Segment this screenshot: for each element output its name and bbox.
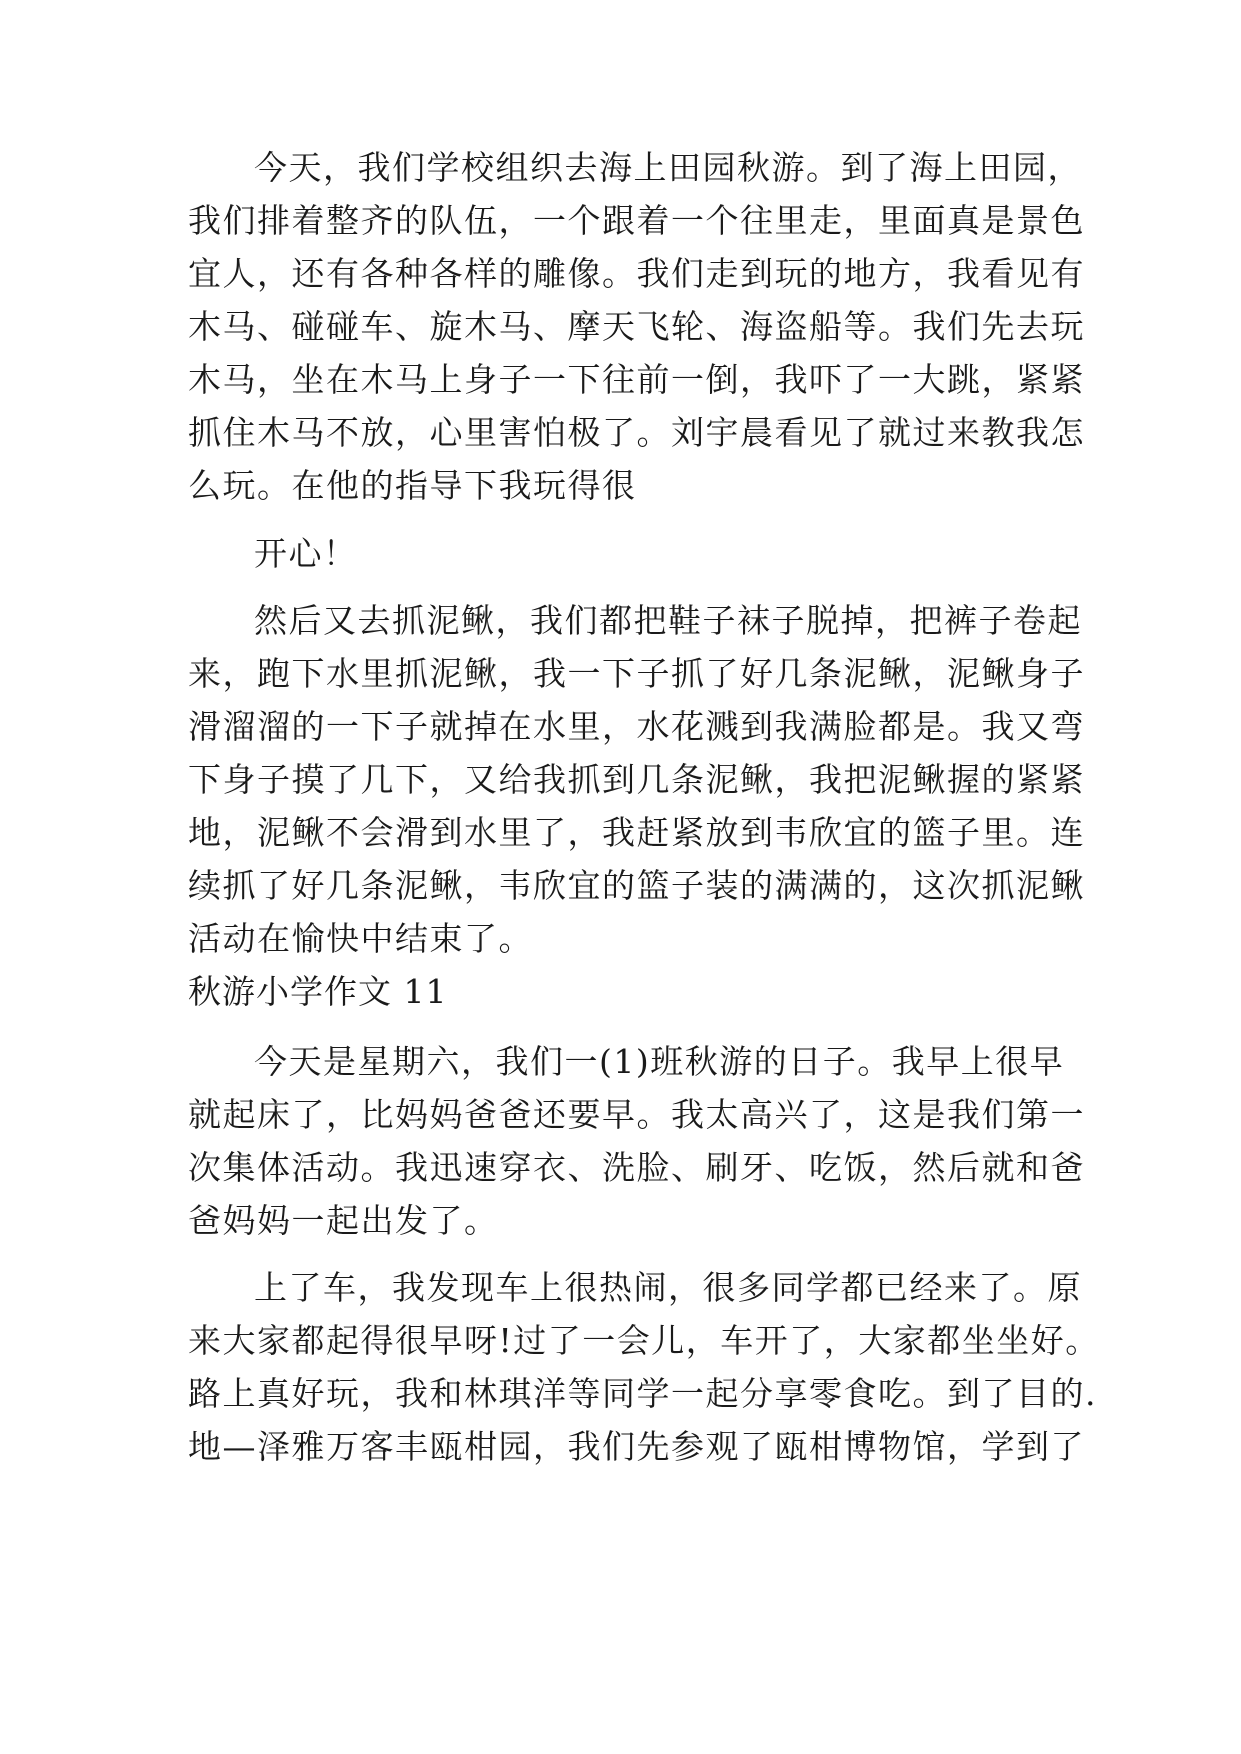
paragraph-line: 木马，坐在木马上身子一下往前一倒，我吓了一大跳，紧紧: [188, 360, 1085, 399]
paragraph-line: 滑溜溜的一下子就掉在水里，水花溅到我满脸都是。我又弯: [188, 707, 1085, 746]
paragraph-line: 木马、碰碰车、旋木马、摩天飞轮、海盗船等。我们先去玩: [188, 307, 1085, 346]
paragraph-line: 我们排着整齐的队伍，一个跟着一个往里走，里面真是景色: [188, 201, 1085, 240]
paragraph-line: 续抓了好几条泥鳅，韦欣宜的篮子装的满满的，这次抓泥鳅: [188, 866, 1085, 905]
paragraph-line: 地—泽雅万客丰瓯柑园，我们先参观了瓯柑博物馆，学到了: [188, 1427, 1085, 1466]
section-heading: 秋游小学作文 11: [188, 972, 448, 1011]
paragraph-line: 抓住木马不放，心里害怕极了。刘宇晨看见了就过来教我怎: [188, 413, 1085, 452]
paragraph-line: 活动在愉快中结束了。: [188, 919, 533, 958]
paragraph-line: 就起床了，比妈妈爸爸还要早。我太高兴了，这是我们第一: [188, 1095, 1085, 1134]
paragraph-line: 次集体活动。我迅速穿衣、洗脸、刷牙、吃饭，然后就和爸: [188, 1148, 1085, 1187]
paragraph-line: 来大家都起得很早呀!过了一会儿，车开了，大家都坐坐好。: [188, 1321, 1100, 1360]
paragraph-line: 路上真好玩，我和林琪洋等同学一起分享零食吃。到了目的.: [188, 1374, 1097, 1413]
paragraph-line: 宜人，还有各种各样的雕像。我们走到玩的地方，我看见有: [188, 254, 1085, 293]
paragraph-line: 地，泥鳅不会滑到水里了，我赶紧放到韦欣宜的篮子里。连: [188, 813, 1085, 852]
paragraph-line: 然后又去抓泥鳅，我们都把鞋子袜子脱掉，把裤子卷起: [254, 601, 1082, 640]
paragraph-line: 爸妈妈一起出发了。: [188, 1201, 499, 1240]
paragraph-line: 来，跑下水里抓泥鳅，我一下子抓了好几条泥鳅，泥鳅身子: [188, 654, 1085, 693]
paragraph-line: 开心！: [254, 534, 358, 573]
paragraph-line: 今天，我们学校组织去海上田园秋游。到了海上田园，: [254, 148, 1082, 187]
paragraph-line: 么玩。在他的指导下我玩得很: [188, 466, 637, 505]
paragraph-line: 下身子摸了几下，又给我抓到几条泥鳅，我把泥鳅握的紧紧: [188, 760, 1085, 799]
paragraph-line: 今天是星期六，我们一(1)班秋游的日子。我早上很早: [254, 1042, 1065, 1081]
paragraph-line: 上了车，我发现车上很热闹，很多同学都已经来了。原: [254, 1268, 1082, 1307]
